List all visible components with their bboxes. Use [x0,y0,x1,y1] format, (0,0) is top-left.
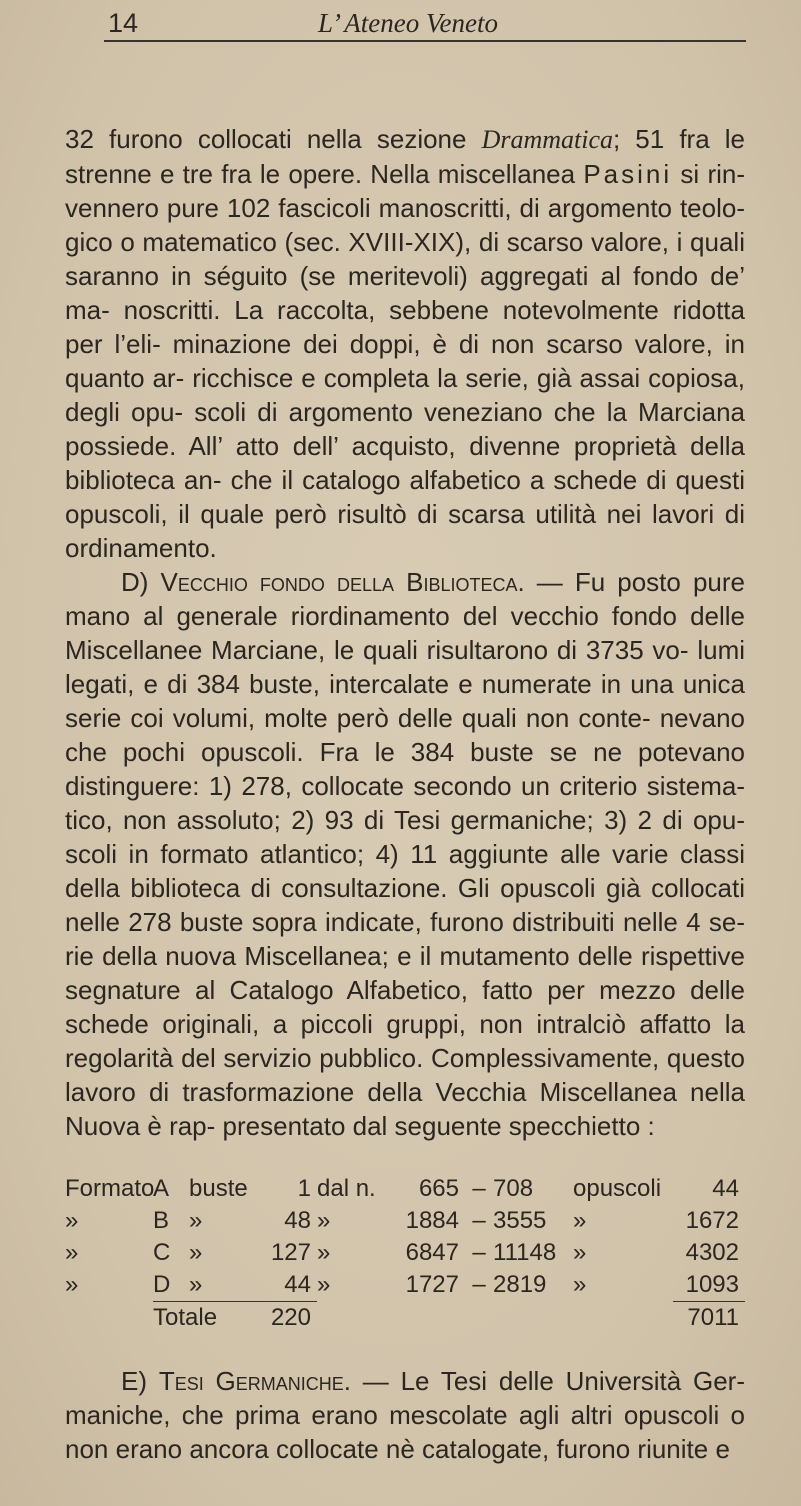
cell-buste: 127 [270,1239,311,1266]
text-line [65,159,745,189]
text-segment: unica serie coi volumi, molte però delle quali non conte- [65,669,745,733]
cell-d: » [573,1271,587,1298]
text-segment: ricchisce e completa la serie, già assai copiosa, degli opu- [65,363,745,427]
text-line [121,567,681,597]
total-empty-cell [493,1301,573,1334]
text-line [65,873,745,903]
cell-a: Formato [65,1175,155,1202]
text-segment: distinguere: 1) 278, collocate secondo un criterio sistema- [65,771,745,801]
total-empty-cell [317,1301,395,1334]
cell-fmt: B [153,1207,170,1234]
cell-c: » [317,1239,331,1266]
text-segment: nevano che pochi opuscoli. Fra le 384 buste se ne potevano [65,703,745,767]
total-empty-cell [573,1301,673,1334]
cell-dash: – [472,1175,486,1202]
text-segment: nelle 278 buste sopra indicate, furono distribuiti nelle 4 se- [65,907,745,937]
text-line [65,1434,730,1464]
text-segment: noscritti. La raccolta, sebbene notevolmente ridotta per l’eli- [65,295,745,359]
cell-fmt: D [153,1271,171,1298]
text-line [65,941,745,971]
text-segment: D) [121,567,161,597]
text-line [223,1111,655,1141]
cell-c: dal n. [317,1175,376,1202]
text-line [65,124,745,154]
text-line [65,227,745,257]
text-line [65,907,745,937]
cell-opuscoli: 1093 [685,1271,739,1298]
text-segment: scoli in formato atlantico; 4) 11 aggiunte alle varie classi [65,839,745,869]
text-segment: non erano ancora collocate nè catalogate, furono riunite e [65,1434,730,1464]
cell-from: 1727 [405,1271,459,1298]
cell-c: » [317,1207,331,1234]
cell-opuscoli: 4302 [685,1239,739,1266]
text-segment: E) [121,1366,159,1396]
cell-b: » [189,1239,203,1266]
text-line [65,193,745,223]
text-segment: segnature al Catalogo Alfabetico, fatto per mezzo delle schede [65,975,745,1039]
total-buste: 220 [265,1301,317,1334]
cell-to: 11148 [493,1239,557,1266]
total-empty-cell [395,1301,465,1334]
total-opuscoli: 7011 [673,1301,745,1334]
cell-d: » [573,1207,587,1234]
cell-from: 665 [418,1175,459,1202]
text-segment: pure mano al generale riordinamento del vecchio fondo [65,567,745,631]
cell-a: » [65,1271,79,1298]
cell-opuscoli: 44 [712,1175,739,1202]
text-segment: — Le Tesi delle Università Ger- [350,1366,745,1396]
text-segment: 32 furono collocati nella sezione [65,124,482,154]
cell-b: » [189,1207,203,1234]
text-segment: quale però risultò di scarsa utilità nei lavori di ordinamento. [65,499,745,563]
cell-buste: 1 [297,1175,311,1202]
cell-from: 1884 [405,1207,459,1234]
text-segment: della biblioteca di consultazione. Gli opuscoli già collocati [65,873,745,903]
cell-buste: 44 [284,1271,311,1298]
text-segment: si rin- [672,159,745,189]
total-empty-cell [465,1301,493,1334]
running-title: L’ Ateneo Veneto [318,8,498,38]
text-line [121,1366,745,1396]
text-segment: maniche, che prima erano mescolate agli altri opuscoli o [65,1400,745,1430]
text-segment: ; 51 fra le [613,124,745,154]
text-line [65,1400,745,1430]
text-segment: trasformazione della Vecchia Miscellanea nella Nuova è rap- [65,1077,745,1141]
text-segment: rie della nuova Miscellanea; e il mutamento delle rispettive [65,941,745,971]
text-segment: Tesi Germaniche. [158,1366,351,1396]
text-segment: vennero pure 102 fascicoli manoscritti, di argomento teolo- [65,193,745,223]
paragraph-3-section-e [65,1364,745,1466]
text-line [65,839,745,869]
total-label: Totale [153,1301,265,1334]
text-segment: delle Miscellanee Marciane, le quali risultarono di 3735 vo- [65,601,745,665]
summary-table [65,1173,745,1334]
text-line [65,805,745,835]
page-header [0,0,801,60]
text-segment: presentato dal seguente specchietto : [222,1111,655,1141]
text-line [65,771,745,801]
total-empty-cell [65,1301,153,1334]
cell-b: » [189,1271,203,1298]
text-segment: scoli di argomento veneziano che la Marciana possiede. [65,397,745,461]
paragraph-2-section-d [65,565,745,1143]
cell-fmt: C [153,1239,171,1266]
cell-b: buste [189,1175,248,1202]
header-rule [104,40,746,42]
page-content [0,60,801,1506]
cell-a: » [65,1207,79,1234]
text-segment: che il catalogo alfabetico a schede di questi opuscoli, il [65,465,745,529]
text-segment: strenne e tre fra le opere. Nella miscellanea [65,159,584,189]
cell-d: opuscoli [573,1175,662,1202]
text-segment: del servizio pubblico. Complessivamente, questo lavoro di [65,1043,745,1107]
cell-opuscoli: 1672 [685,1207,739,1234]
cell-a: » [65,1239,79,1266]
text-segment: tico, non assoluto; 2) 93 di Tesi germaniche; 3) 2 di opu- [65,805,745,835]
text-segment: — Fu posto [524,567,681,597]
text-segment: lumi legati, e di 384 buste, intercalate e numerate in una [65,635,745,699]
text-segment: Vecchio fondo della Biblioteca. [160,567,525,597]
text-segment: originali, a piccoli gruppi, non intralciò affatto la regolarità [65,1009,745,1073]
cell-c: » [317,1271,331,1298]
cell-from: 6847 [405,1239,459,1266]
cell-dash: – [472,1207,486,1234]
cell-to: 3555 [493,1207,547,1234]
text-segment: gico o matematico (sec. XVIII-XIX), di scarso valore, i quali [65,227,745,257]
text-segment: Drammatica [481,125,613,154]
cell-buste: 48 [284,1207,311,1234]
cell-d: » [573,1239,587,1266]
text-segment: minazione dei doppi, è di non scarso valore, in quanto ar- [65,329,745,393]
paragraph-1 [65,122,745,565]
page-number: 14 [108,8,139,38]
cell-dash: – [472,1271,486,1298]
text-segment: Pasini [583,159,673,189]
cell-to: 2819 [493,1271,547,1298]
cell-fmt: A [153,1175,170,1202]
cell-dash: – [472,1239,486,1266]
text-segment: saranno in séguito (se meritevoli) aggregati al fondo de’ ma- [65,261,745,325]
text-segment: All’ atto dell’ acquisto, divenne proprietà della biblioteca an- [65,431,745,495]
cell-to: 708 [493,1175,534,1202]
